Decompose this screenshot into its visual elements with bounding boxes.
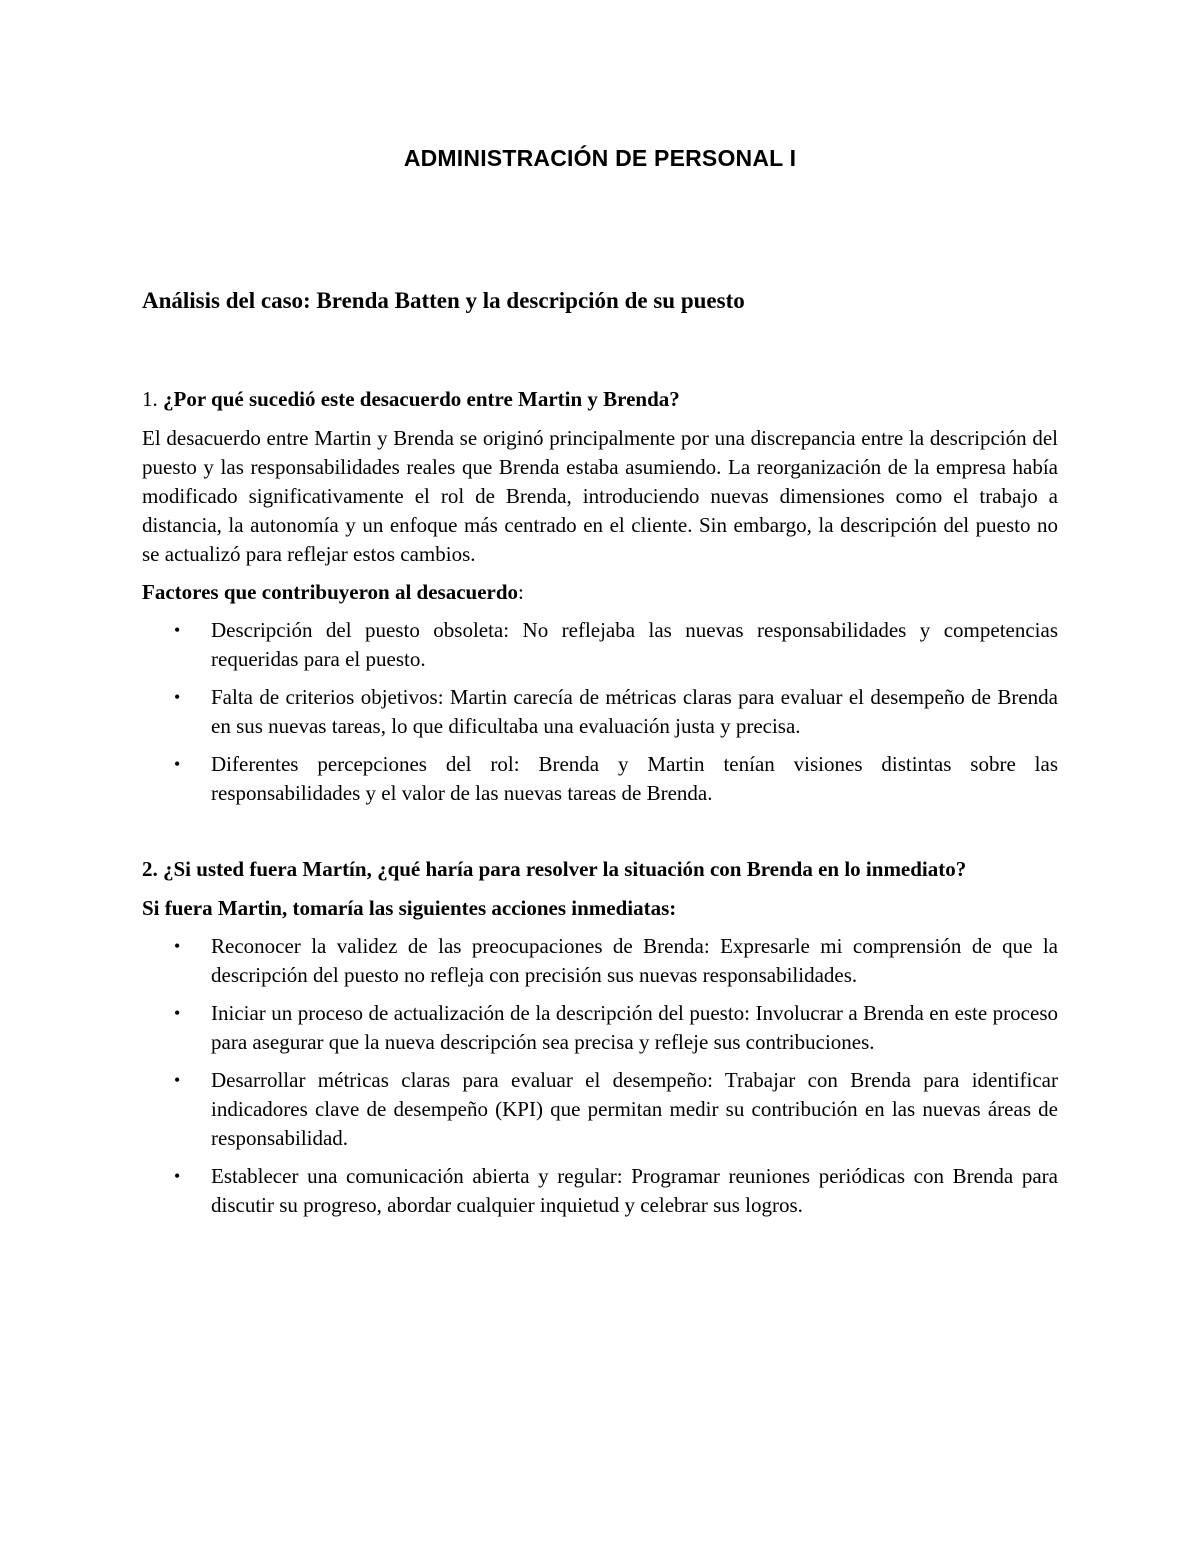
list-item (142, 616, 1058, 674)
question-2-number: 2. (142, 857, 158, 881)
factors-heading-colon: : (518, 580, 524, 604)
question-1 (142, 385, 1058, 414)
list-item (142, 1162, 1058, 1220)
bullet-icon: • (174, 620, 181, 640)
list-item (142, 932, 1058, 990)
list-item (142, 683, 1058, 741)
bullet-icon: • (174, 1003, 181, 1023)
list-item (142, 999, 1058, 1057)
list-item-text: Reconocer la validez de las preocupaciones de Brenda: Expresarle mi comprensión de que la descripción del puesto no refleja con precisión sus nuevas responsabilidades. (211, 934, 1058, 987)
list-item-text: Desarrollar métricas claras para evaluar el desempeño: Trabajar con Brenda para identificar indicadores clave de desempeño (KPI) que permitan medir su contribución en las nuevas áreas de responsabilidad. (211, 1068, 1058, 1150)
bullet-icon: • (174, 1070, 181, 1090)
question-1-text: ¿Por qué sucedió este desacuerdo entre Martin y Brenda? (163, 387, 680, 411)
document-title: ADMINISTRACIÓN DE PERSONAL I (403, 145, 797, 171)
bullet-icon: • (174, 687, 181, 707)
bullet-icon: • (174, 1166, 181, 1186)
list-item-text: Iniciar un proceso de actualización de la descripción del puesto: Involucrar a Brenda en este proceso para asegurar que la nueva descripción sea precisa y refleje sus contribuciones. (211, 1001, 1058, 1054)
factors-heading-label: Factores que contribuyeron al desacuerdo (142, 580, 519, 604)
question-1-number: 1. (142, 387, 158, 411)
actions-list (142, 932, 1058, 1220)
list-item (142, 1066, 1058, 1153)
bullet-icon: • (174, 936, 181, 956)
actions-heading (142, 894, 1058, 923)
question-2-text: ¿Si usted fuera Martín, ¿qué haría para resolver la situación con Brenda en lo inmediato? (163, 857, 967, 881)
bullet-icon: • (174, 754, 181, 774)
list-item (142, 750, 1058, 808)
factors-heading (142, 578, 1058, 607)
list-item-text: Establecer una comunicación abierta y regular: Programar reuniones periódicas con Brenda para discutir su progreso, abordar cualquier inquietud y celebrar sus logros. (211, 1164, 1058, 1217)
document-body (142, 286, 1058, 1229)
list-item-text: Descripción del puesto obsoleta: No reflejaba las nuevas responsabilidades y competencias requeridas para el puesto. (211, 618, 1058, 671)
section-spacer (142, 817, 1058, 855)
list-item-text: Diferentes percepciones del rol: Brenda y Martin tenían visiones distintas sobre las responsabilidades y el valor de las nuevas tareas de Brenda. (211, 752, 1058, 805)
question-2 (142, 855, 1058, 884)
actions-heading-label: Si fuera Martin, tomaría las siguientes acciones inmediatas: (142, 896, 677, 920)
list-item-text: Falta de criterios objetivos: Martin carecía de métricas claras para evaluar el desempeño de Brenda en sus nuevas tareas, lo que dificultaba una evaluación justa y precisa. (211, 685, 1058, 738)
case-title: Análisis del caso: Brenda Batten y la descripción de su puesto (142, 288, 745, 313)
answer-1-paragraph: El desacuerdo entre Martin y Brenda se originó principalmente por una discrepancia entre la descripción del puesto y las responsabilidades reales que Brenda estaba asumiendo. La reorganización de la empresa había modificado significativamente el rol de Brenda, introduciendo nuevas dimensiones como el trabajo a distancia, la autonomía y un enfoque más centrado en el cliente. Sin embargo, la descripción del puesto no se actualizó para reflejar estos cambios. (142, 426, 1058, 566)
factors-list (142, 616, 1058, 808)
